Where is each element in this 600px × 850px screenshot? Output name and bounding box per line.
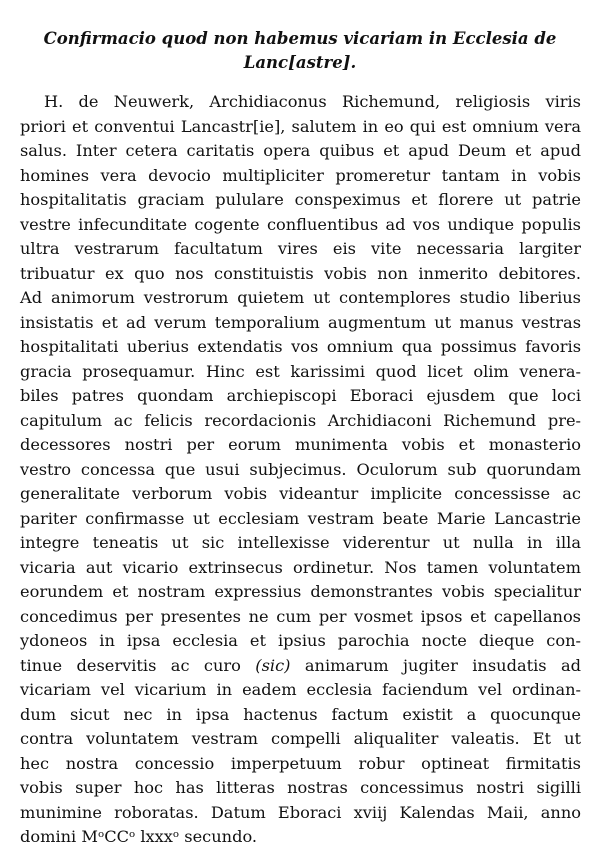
text-line: capitulum ac felicis recordacionis Archidiaconi Richemund pre- bbox=[20, 410, 581, 430]
text-line: salus. Inter cetera caritatis opera quibus et apud Deum et apud bbox=[20, 141, 581, 160]
title-line: Lanc[astre]. bbox=[243, 53, 357, 72]
text-line: dum sicut nec in ipsa hactenus factum existit a quocunque bbox=[20, 704, 581, 724]
text-line: domini MᵒCCᵒ lxxxᵒ secundo. bbox=[20, 827, 258, 846]
text-line: vestre infecunditate cogente confluentibus ad vos undique populis bbox=[20, 214, 581, 234]
text-line: integre teneatis ut sic intellexisse viderentur ut nulla in illa bbox=[20, 533, 581, 552]
text-line: pariter confirmasse ut ecclesiam vestram beate Marie Lancastrie bbox=[20, 508, 581, 528]
text-line: H. de Neuwerk, Archidiaconus Richemund, religiosis viris bbox=[44, 92, 581, 111]
text-line: ultra vestrarum facultatum vires eis vite necessaria largiter bbox=[20, 239, 581, 258]
text-line: hospitalitatis graciam pululare conspeximus et florere ut patrie bbox=[20, 190, 581, 209]
text-segment: animarum jugiter insudatis ad bbox=[290, 655, 581, 675]
text-line: munimine roboratas. Datum Eboraci xviij Kalendas Maii, anno bbox=[20, 802, 581, 822]
text-line: biles patres quondam archiepiscopi Eboraci ejusdem que loci bbox=[20, 386, 581, 405]
text-line: hec nostra concessio imperpetuum robur optineat firmitatis bbox=[20, 753, 581, 773]
text-segment: tinue deservitis ac curo bbox=[20, 655, 256, 675]
text-line: gracia prosequamur. Hinc est karissimi quod licet olim venera- bbox=[20, 361, 581, 381]
text-line: concedimus per presentes ne cum per vosmet ipsos et capellanos bbox=[20, 606, 581, 626]
text-line: vicaria aut vicario extrinsecus ordinetur. Nos tamen voluntatem bbox=[20, 557, 581, 577]
text-line: insistatis et ad verum temporalium augmentum ut manus vestras bbox=[20, 312, 581, 332]
text-line: hospitalitati uberius extendatis vos omnium qua possimus favoris bbox=[20, 337, 581, 356]
text-line: Ad animorum vestrorum quietem ut contemplores studio liberius bbox=[20, 288, 581, 307]
text-line: generalitate verborum vobis videantur implicite concessisse ac bbox=[20, 484, 581, 503]
text-line: tribuatur ex quo nos constituistis vobis non inmerito debitores. bbox=[20, 263, 581, 283]
text-line: vobis super hoc has litteras nostras concessimus nostri sigilli bbox=[20, 778, 581, 797]
text-line: decessores nostri per eorum munimenta vobis et monasterio bbox=[20, 435, 581, 454]
title-line: Confirmacio quod non habemus vicariam in Ecclesia de bbox=[43, 29, 557, 48]
text-line: vicariam vel vicarium in eadem ecclesia faciendum vel ordinan- bbox=[20, 680, 581, 699]
document-body bbox=[20, 90, 581, 850]
text-line: ydoneos in ipsa ecclesia et ipsius parochia nocte dieque con- bbox=[20, 631, 581, 650]
document-title bbox=[20, 27, 580, 75]
text-line: priori et conventui Lancastr[ie], salutem in eo qui est omnium vera bbox=[20, 116, 581, 136]
text-line: vestro concessa que usui subjecimus. Oculorum sub quorundam bbox=[20, 459, 581, 479]
text-line: homines vera devocio multipliciter promeretur tantam in vobis bbox=[20, 165, 581, 185]
text-line-with-sic bbox=[20, 654, 581, 679]
text-line: contra voluntatem vestram compelli aliqualiter valeatis. Et ut bbox=[20, 729, 581, 748]
sic-annotation: (sic) bbox=[255, 655, 291, 675]
text-line: eorundem et nostram expressius demonstrantes vobis specialitur bbox=[20, 582, 581, 601]
